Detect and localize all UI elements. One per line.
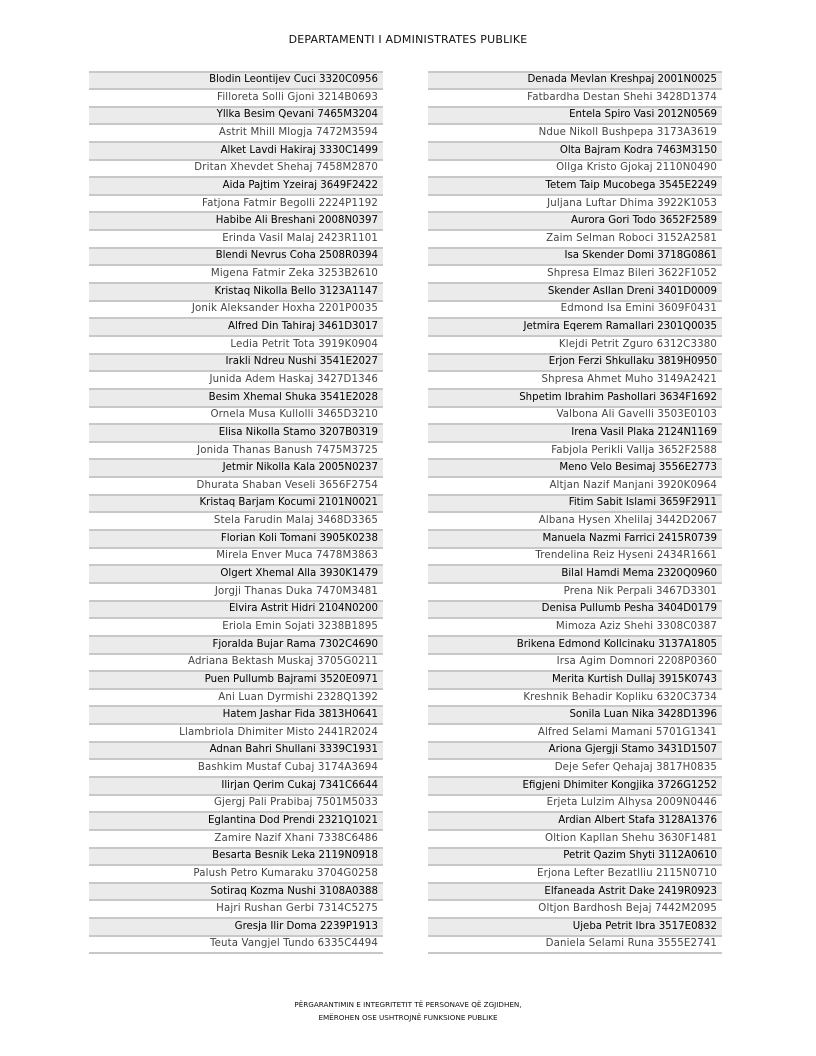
left-list-row: Hatem Jashar Fida 3813H0641 [89, 707, 383, 725]
page-footer [0, 999, 816, 1024]
left-list-row: Bashkim Mustaf Cubaj 3174A3694 [89, 760, 383, 778]
right-list-row: Ariona Gjergji Stamo 3431D1507 [428, 743, 722, 761]
left-list-row: Erinda Vasil Malaj 2423R1101 [89, 231, 383, 249]
left-list-row: Alfred Din Tahiraj 3461D3017 [89, 319, 383, 337]
left-list-row: Stela Farudin Malaj 3468D3365 [89, 513, 383, 531]
left-list-row: Puen Pullumb Bajrami 3520E0971 [89, 672, 383, 690]
left-list-row: Gjergj Pali Prabibaj 7501M5033 [89, 796, 383, 814]
left-list-row: Adnan Bahri Shullani 3339C1931 [89, 743, 383, 761]
left-list-row: Irakli Ndreu Nushi 3541E2027 [89, 355, 383, 373]
left-list-row: Adriana Bektash Muskaj 3705G0211 [89, 655, 383, 673]
left-list-row: Yllka Besim Qevani 7465M3204 [89, 108, 383, 126]
right-list-row: Valbona Ali Gavelli 3503E0103 [428, 408, 722, 426]
left-list-row: Zamire Nazif Xhani 7338C6486 [89, 831, 383, 849]
right-list-row: Alfred Selami Mamani 5701G1341 [428, 725, 722, 743]
right-list-row: Shpresa Elmaz Bileri 3622F1052 [428, 266, 722, 284]
right-list-row: Bilal Hamdi Mema 2320Q0960 [428, 566, 722, 584]
left-list-row: Sotiraq Kozma Nushi 3108A0388 [89, 884, 383, 902]
left-column [89, 71, 383, 954]
right-list-row: Efigjeni Dhimiter Kongjika 3726G1252 [428, 778, 722, 796]
right-list-row: Shpresa Ahmet Muho 3149A2421 [428, 372, 722, 390]
left-list-row: Ornela Musa Kullolli 3465D3210 [89, 408, 383, 426]
footer-line-2: EMËROHEN OSE USHTROJNË FUNKSIONE PUBLIKE [318, 1012, 498, 1022]
right-list-row: Brikena Edmond Kollcinaku 3137A1805 [428, 637, 722, 655]
left-list-row: Astrit Mhill Mlogja 7472M3594 [89, 125, 383, 143]
left-list-row: Jetmir Nikolla Kala 2005N0237 [89, 460, 383, 478]
right-list-row: Erjon Ferzi Shkullaku 3819H0950 [428, 355, 722, 373]
left-list-row: Teuta Vangjel Tundo 6335C4494 [89, 937, 383, 955]
left-list-row: Olgert Xhemal Alla 3930K1479 [89, 566, 383, 584]
right-list-row: Zaim Selman Roboci 3152A2581 [428, 231, 722, 249]
right-list-row: Meno Velo Besimaj 3556E2773 [428, 460, 722, 478]
left-list-row: Elisa Nikolla Stamo 3207B0319 [89, 425, 383, 443]
left-list-row: Elvira Astrit Hidri 2104N0200 [89, 602, 383, 620]
left-list-row: Dritan Xhevdet Shehaj 7458M2870 [89, 161, 383, 179]
right-list-row: Shpetim Ibrahim Pashollari 3634F1692 [428, 390, 722, 408]
right-list-row: Manuela Nazmi Farrici 2415R0739 [428, 531, 722, 549]
left-list-row: Llambriola Dhimiter Misto 2441R2024 [89, 725, 383, 743]
left-list-row: Ani Luan Dyrmishi 2328Q1392 [89, 690, 383, 708]
right-list-row: Deje Sefer Qehajaj 3817H0835 [428, 760, 722, 778]
right-list-row: Juljana Luftar Dhima 3922K1053 [428, 196, 722, 214]
right-list-row: Oltjon Bardhosh Bejaj 7442M2095 [428, 901, 722, 919]
right-list-row: Ndue Nikoll Bushpepa 3173A3619 [428, 125, 722, 143]
right-list-row: Jetmira Eqerem Ramallari 2301Q0035 [428, 319, 722, 337]
left-list-row: Kristaq Barjam Kocumi 2101N0021 [89, 496, 383, 514]
left-list-row: Alket Lavdi Hakiraj 3330C1499 [89, 143, 383, 161]
right-list-row: Albana Hysen Xhelilaj 3442D2067 [428, 513, 722, 531]
left-list-row: Ledia Petrit Tota 3919K0904 [89, 337, 383, 355]
right-list-row: Altjan Nazif Manjani 3920K0964 [428, 478, 722, 496]
left-list-row: Kristaq Nikolla Bello 3123A1147 [89, 284, 383, 302]
right-list-row: Denada Mevlan Kreshpaj 2001N0025 [428, 71, 722, 90]
right-list-row: Entela Spiro Vasi 2012N0569 [428, 108, 722, 126]
left-list-row: Jonik Aleksander Hoxha 2201P0035 [89, 302, 383, 320]
right-list-row: Mimoza Aziz Shehi 3308C0387 [428, 619, 722, 637]
right-list-row: Daniela Selami Runa 3555E2741 [428, 937, 722, 955]
left-list-row: Gresja Ilir Doma 2239P1913 [89, 919, 383, 937]
right-list-row: Petrit Qazim Shyti 3112A0610 [428, 849, 722, 867]
right-list-row: Sonila Luan Nika 3428D1396 [428, 707, 722, 725]
right-list-row: Skender Asllan Dreni 3401D0009 [428, 284, 722, 302]
right-list-row: Oltion Kapllan Shehu 3630F1481 [428, 831, 722, 849]
right-list-row: Erjona Lefter Bezatlliu 2115N0710 [428, 866, 722, 884]
left-list-row: Blodin Leontijev Cuci 3320C0956 [89, 71, 383, 90]
right-list-row: Fatbardha Destan Shehi 3428D1374 [428, 90, 722, 108]
right-list-row: Kreshnik Behadir Kopliku 6320C3734 [428, 690, 722, 708]
left-list-row: Eriola Emin Sojati 3238B1895 [89, 619, 383, 637]
left-list-row: Fjoralda Bujar Rama 7302C4690 [89, 637, 383, 655]
left-list-row: Junida Adem Haskaj 3427D1346 [89, 372, 383, 390]
right-list-row: Aurora Gori Todo 3652F2589 [428, 213, 722, 231]
right-list-row: Trendelina Reiz Hyseni 2434R1661 [428, 549, 722, 567]
left-list-row: Hajri Rushan Gerbi 7314C5275 [89, 901, 383, 919]
right-list-row: Denisa Pullumb Pesha 3404D0179 [428, 602, 722, 620]
right-list-row: Fitim Sabit Islami 3659F2911 [428, 496, 722, 514]
left-list-row: Filloreta Solli Gjoni 3214B0693 [89, 90, 383, 108]
left-list-row: Besarta Besnik Leka 2119N0918 [89, 849, 383, 867]
left-list-row: Palush Petro Kumaraku 3704G0258 [89, 866, 383, 884]
left-list-row: Besim Xhemal Shuka 3541E2028 [89, 390, 383, 408]
left-list-row: Blendi Nevrus Coha 2508R0394 [89, 249, 383, 267]
left-list-row: Florian Koli Tomani 3905K0238 [89, 531, 383, 549]
right-list-row: Erjeta Lulzim Alhysa 2009N0446 [428, 796, 722, 814]
right-column [428, 71, 722, 954]
left-list-row: Jorgji Thanas Duka 7470M3481 [89, 584, 383, 602]
right-list-row: Irsa Agim Domnori 2208P0360 [428, 655, 722, 673]
right-list-row: Fabjola Perikli Vallja 3652F2588 [428, 443, 722, 461]
left-list-row: Fatjona Fatmir Begolli 2224P1192 [89, 196, 383, 214]
left-list-row: Mirela Enver Muca 7478M3863 [89, 549, 383, 567]
right-list-row: Olta Bajram Kodra 7463M3150 [428, 143, 722, 161]
left-list-row: Jonida Thanas Banush 7475M3725 [89, 443, 383, 461]
right-list-row: Edmond Isa Emini 3609F0431 [428, 302, 722, 320]
right-list-row: Elfaneada Astrit Dake 2419R0923 [428, 884, 722, 902]
left-list-row: Migena Fatmir Zeka 3253B2610 [89, 266, 383, 284]
left-list-row: Ilirjan Qerim Cukaj 7341C6644 [89, 778, 383, 796]
left-list-row: Aida Pajtim Yzeiraj 3649F2422 [89, 178, 383, 196]
right-list-row: Klejdi Petrit Zguro 6312C3380 [428, 337, 722, 355]
left-list-row: Eglantina Dod Prendi 2321Q1021 [89, 813, 383, 831]
left-list-row: Dhurata Shaban Veseli 3656F2754 [89, 478, 383, 496]
right-list-row: Merita Kurtish Dullaj 3915K0743 [428, 672, 722, 690]
right-list-row: Ardian Albert Stafa 3128A1376 [428, 813, 722, 831]
footer-line-1: PËRGARANTIMIN E INTEGRITETIT TË PERSONAVE QË ZGJIDHEN, [294, 1000, 522, 1009]
right-list-row: Irena Vasil Plaka 2124N1169 [428, 425, 722, 443]
page-title: DEPARTAMENTI I ADMINISTRATES PUBLIKE [288, 33, 528, 46]
right-list-row: Ollga Kristo Gjokaj 2110N0490 [428, 161, 722, 179]
left-list-row: Habibe Ali Breshani 2008N0397 [89, 213, 383, 231]
right-list-row: Prena Nik Perpali 3467D3301 [428, 584, 722, 602]
right-list-row: Isa Skender Domi 3718G0861 [428, 249, 722, 267]
right-list-row: Ujeba Petrit Ibra 3517E0832 [428, 919, 722, 937]
right-list-row: Tetem Taip Mucobega 3545E2249 [428, 178, 722, 196]
